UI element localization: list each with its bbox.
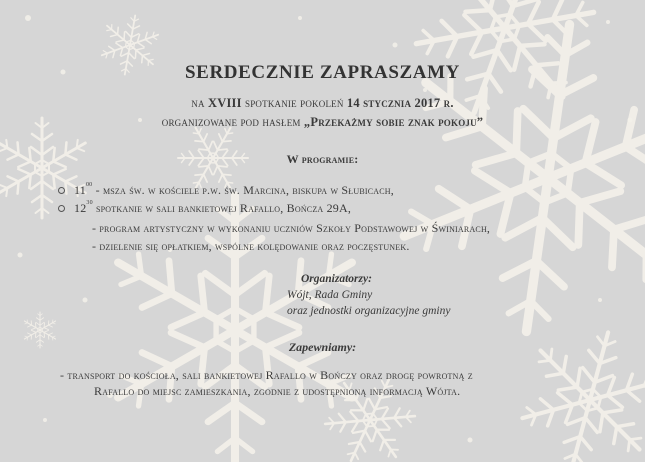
item-text: - msza św. w kościele p.w. św. Marcina, biskupa w Słubicach, [92,183,394,197]
invite-date: 14 stycznia 2017 r. [346,96,454,110]
invite-prefix: na [191,96,209,110]
invite-line-2 [0,115,645,130]
provide-line-2: Rafallo do miejsc zamieszkania, zgodnie z udostępnioną informacją Wójta. [94,384,461,398]
program-subitem-wafer: - dzielenie się opłatkiem, wspólne kolędowanie oraz poczęstunek. [92,239,410,253]
invite-line-1 [0,96,645,111]
item-hour: 12 [74,201,87,215]
page-title: SERDECZNIE ZAPRASZAMY [185,62,460,83]
program-heading: W programie: [286,152,359,166]
organizers-line-1: Wójt, Rada Gminy [287,289,373,301]
item-hour: 11 [74,183,86,197]
bullet-circle-icon [58,187,65,194]
motto-prefix: organizowane pod hasłem [161,115,304,129]
program-item-meeting [58,201,351,216]
item-text: spotkanie w sali bankietowej Rafallo, Bończa 29A, [92,201,352,215]
bullet-circle-icon [58,205,65,212]
organizers-heading: Organizatorzy: [301,273,372,285]
item-minutes: 00 [85,182,93,188]
provide-line-1: - transport do kościoła, sali bankietowej Rafallo w Bończy oraz drogę powrotną z [60,368,473,382]
invite-edition: XVIII [208,96,242,110]
invite-event: spotkanie pokoleń [241,96,347,110]
organizers-line-2: oraz jednostki organizacyjne gminy [287,305,451,317]
item-minutes: 30 [86,200,93,206]
motto: „Przekażmy sobie znak pokoju” [303,115,484,129]
program-item-mass [58,183,394,198]
provide-heading: Zapewniamy: [288,340,357,354]
program-subitem-art: - program artystyczny w wykonaniu uczniów Szkoły Podstawowej w Świniarach, [92,221,491,235]
